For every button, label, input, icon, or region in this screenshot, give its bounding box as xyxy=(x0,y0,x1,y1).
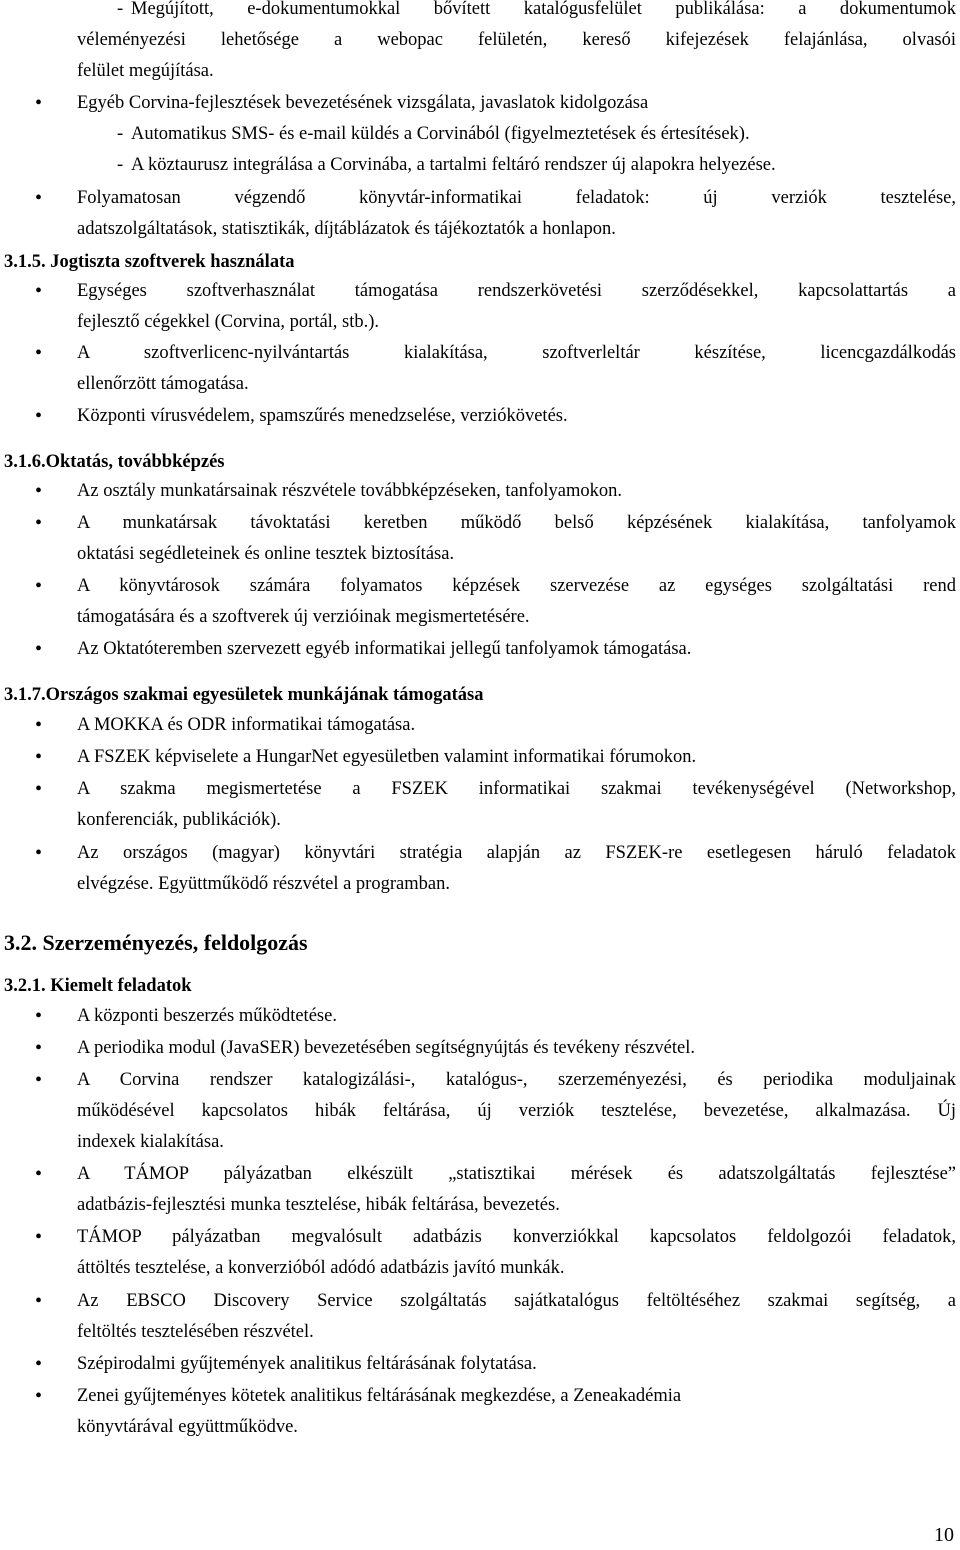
bullet-line: • Az országos (magyar) könyvtári stratégia alapján az FSZEK-re esetlegesen háruló feladatok xyxy=(77,843,956,863)
bullet-321-6 xyxy=(77,1286,956,1348)
bullet-315-2 xyxy=(77,338,956,400)
sub-item-line: felület megújítása. xyxy=(77,61,214,81)
bullet-line: • A szakma megismertetése a FSZEK informatikai szakmai tevékenységével (Networkshop, xyxy=(77,779,956,799)
sub-item-line: A köztaurusz integrálása a Corvinába, a tartalmi feltáró rendszer új alapokra helyezése. xyxy=(131,155,776,175)
bullet-line: feltöltés tesztelésében részvétel. xyxy=(77,1322,314,1342)
bullet-line: áttöltés tesztelése, a konverzióból adódó adatbázis javító munkák. xyxy=(77,1258,565,1278)
bullet-line: • Központi vírusvédelem, spamszűrés menedzselése, verziókövetés. xyxy=(77,406,568,426)
bullet-317-2 xyxy=(77,742,956,773)
bullet-line: • A periodika modul (JavaSER) bevezetésében segítségnyújtás és tevékeny részvétel. xyxy=(77,1038,696,1058)
sub-item-line: Automatikus SMS- és e-mail küldés a Corvinából (figyelmeztetések és értesítések). xyxy=(131,124,750,144)
bullet-line: oktatási segédleteinek és online tesztek biztosítása. xyxy=(77,544,455,564)
bullet-line: indexek kialakítása. xyxy=(77,1132,224,1152)
bullet-line: konferenciák, publikációk). xyxy=(77,810,281,830)
sub-item-catalog-interface: - Megújított, e-dokumentumokkal bővített katalógusfelület publikálása: a dokumentumok véleményezési lehetősége a webopac felületén, kereső kifejezések felajánlása, olvasói felület megújítása. xyxy=(117,0,956,87)
bullet-line: • A MOKKA és ODR informatikai támogatása. xyxy=(77,715,416,735)
bullet-316-2 xyxy=(77,508,956,570)
bullet-line: • Az Oktatóteremben szervezett egyéb informatikai jellegű tanfolyamok támogatása. xyxy=(77,639,692,659)
bullet-line: elvégzése. Együttműködő részvétel a programban. xyxy=(77,874,450,894)
bullet-321-8 xyxy=(77,1381,956,1443)
bullet-line: • Az osztály munkatársainak részvétele továbbképzéseken, tanfolyamokon. xyxy=(77,481,623,501)
sub-item-koztaurusz: - A köztaurusz integrálása a Corvinába, a tartalmi feltáró rendszer új alapokra helyezése. xyxy=(117,150,956,181)
bullet-ongoing-tasks xyxy=(77,183,956,245)
bullet-line: • TÁMOP pályázatban megvalósult adatbázis konverziókkal kapcsolatos feldolgozói feladatok, xyxy=(77,1227,956,1247)
bullet-line: • A könyvtárosok számára folyamatos képzések szervezése az egységes szolgáltatási rend xyxy=(77,576,956,596)
sub-item-line: Megújított, e-dokumentumokkal bővített katalógusfelület publikálása: a dokumentumok xyxy=(131,0,956,19)
bullet-317-1 xyxy=(77,710,956,741)
bullet-line: • Zenei gyűjteményes kötetek analitikus feltárásának megkezdése, a Zeneakadémia xyxy=(77,1386,682,1406)
bullet-line: • A munkatársak távoktatási keretben működő belső képzésének kialakítása, tanfolyamok xyxy=(77,513,956,533)
bullet-line: támogatására és a szoftverek új verzióinak megismertetésére. xyxy=(77,607,530,627)
bullet-321-7 xyxy=(77,1349,956,1380)
page-number: 10 xyxy=(934,1524,954,1546)
bullet-line: • A FSZEK képviselete a HungarNet egyesületben valamint informatikai fórumokon. xyxy=(77,747,697,767)
bullet-316-4 xyxy=(77,634,956,665)
bullet-line: • Folyamatosan végzendő könyvtár-informatikai feladatok: új verziók tesztelése, xyxy=(77,188,956,208)
bullet-315-1 xyxy=(77,276,956,338)
bullet-317-4 xyxy=(77,838,956,900)
bullet-321-2 xyxy=(77,1033,956,1064)
sub-item-line: véleményezési lehetősége a webopac felületén, kereső kifejezések felajánlása, olvasói xyxy=(77,30,956,50)
bullet-line: • A szoftverlicenc-nyilvántartás kialakítása, szoftverleltár készítése, licencgazdálkodás xyxy=(77,343,956,363)
bullet-line: • A Corvina rendszer katalogizálási-, katalógus-, szerzeményezési, és periodika moduljainak xyxy=(77,1070,956,1090)
bullet-line: adatbázis-fejlesztési munka tesztelése, hibák feltárása, bevezetés. xyxy=(77,1195,560,1215)
bullet-line: • Az EBSCO Discovery Service szolgáltatás sajátkatalógus feltöltéséhez szakmai segítség, a xyxy=(77,1291,956,1311)
heading-3-1-5: 3.1.5. Jogtiszta szoftverek használata xyxy=(4,252,295,272)
bullet-321-1 xyxy=(77,1001,956,1032)
bullet-line: adatszolgáltatások, statisztikák, díjtáblázatok és tájékoztatók a honlapon. xyxy=(77,219,616,239)
bullet-315-3 xyxy=(77,401,956,432)
bullet-line: könyvtárával együttműködve. xyxy=(77,1417,298,1437)
heading-3-2: 3.2. Szerzeményezés, feldolgozás xyxy=(4,930,308,955)
bullet-line: fejlesztő cégekkel (Corvina, portál, stb.). xyxy=(77,312,380,332)
bullet-316-1 xyxy=(77,476,956,507)
heading-3-1-7: 3.1.7.Országos szakmai egyesületek munkájának támogatása xyxy=(4,685,484,705)
bullet-321-5 xyxy=(77,1222,956,1284)
bullet-corvina-dev xyxy=(77,88,956,119)
bullet-line: • Egyéb Corvina-fejlesztések bevezetésének vizsgálata, javaslatok kidolgozása xyxy=(77,93,649,113)
bullet-line: • Szépirodalmi gyűjtemények analitikus feltárásának folytatása. xyxy=(77,1354,537,1374)
bullet-321-4 xyxy=(77,1159,956,1221)
bullet-317-3 xyxy=(77,774,956,836)
bullet-line: működésével kapcsolatos hibák feltárása, új verziók tesztelése, bevezetése, alkalmazása. Új xyxy=(77,1101,956,1121)
heading-3-2-1: 3.2.1. Kiemelt feladatok xyxy=(4,976,192,996)
bullet-321-3 xyxy=(77,1065,956,1158)
heading-3-1-6: 3.1.6.Oktatás, továbbképzés xyxy=(4,452,225,472)
bullet-line: • A TÁMOP pályázatban elkészült „statisztikai mérések és adatszolgáltatás fejlesztése” xyxy=(77,1164,956,1184)
bullet-316-3 xyxy=(77,571,956,633)
bullet-line: ellenőrzött támogatása. xyxy=(77,374,249,394)
bullet-line: • Egységes szoftverhasználat támogatása rendszerkövetési szerződésekkel, kapcsolattartás a xyxy=(77,281,956,301)
bullet-line: • A központi beszerzés működtetése. xyxy=(77,1006,337,1026)
sub-item-sms: - Automatikus SMS- és e-mail küldés a Corvinából (figyelmeztetések és értesítések). xyxy=(117,119,956,150)
